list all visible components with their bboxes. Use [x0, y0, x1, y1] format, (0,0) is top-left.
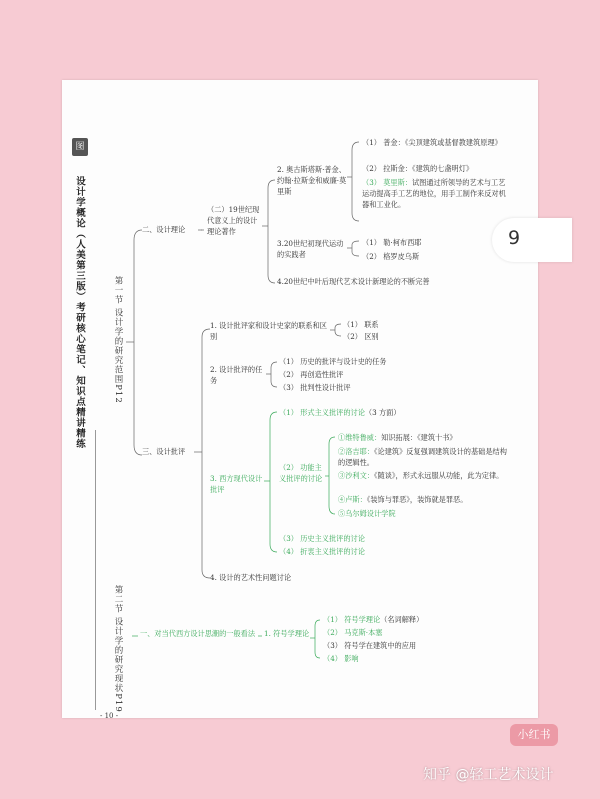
- criticism-recreative: （2） 再创造性批评: [279, 370, 344, 379]
- formalism-criticism: （1） 形式主义批评的讨论（3 方面）: [279, 408, 401, 417]
- page-index-tab[interactable]: 9: [492, 218, 572, 262]
- theory-item-2: 2. 奥古斯塔斯·普金、约翰·拉斯金和威廉·莫里斯: [277, 165, 347, 196]
- theory-19th-century: （二）19世纪现代意义上的设计理论著作: [207, 205, 260, 236]
- design-criticism-heading: 三、设计批评: [142, 447, 186, 456]
- criticism-item-2: 2. 设计批评的任务: [210, 365, 263, 385]
- section1-label: 第一节 设计学的研究范围P12: [113, 276, 123, 404]
- contemporary-thought-heading: 一、对当代西方设计思潮的一般看法: [140, 629, 256, 638]
- criticism-critical: （3） 批判性设计批评: [279, 383, 351, 392]
- xiaohongshu-watermark: 小红书: [510, 724, 558, 746]
- criticism-item-4: 4. 设计的艺术性问题讨论: [210, 573, 292, 582]
- theory-morris: （3） 莫里斯：试图通过所领导的艺术与工艺运动提高手工艺的地位，用手工制作来反对机器和工业化。: [362, 178, 506, 209]
- publisher-logo: 图: [72, 138, 88, 156]
- criticism-item-3: 3. 西方现代设计批评: [210, 474, 263, 494]
- page-number: - 10 -: [100, 712, 119, 720]
- section2-label: 第二节 设计学的研究现状P19: [113, 585, 123, 713]
- semiotics-influence: （4） 影响: [323, 654, 359, 663]
- theory-item-4: 4.20世纪中叶后现代艺术设计新理论的不断完善: [277, 277, 430, 286]
- semiotics-bense: （2） 马克斯·本塞: [323, 628, 383, 637]
- semiotics-architecture: （3） 符号学在建筑中的应用: [323, 641, 417, 650]
- theory-lecorbusier: （1） 勒·柯布西耶: [362, 238, 422, 247]
- functionalism-vitruvius: ①维特鲁威：知识拓展：《建筑十书》: [338, 433, 457, 442]
- functionalism-ulm: ⑤乌尔姆设计学院: [338, 509, 396, 518]
- functionalism-sullivan: ③沙利文：《随谈》，形式永远服从功能，此为定律。: [338, 471, 504, 480]
- eclecticism-criticism: （4） 折衷主义批评的讨论: [279, 547, 365, 556]
- criticism-relation: （1） 联系: [343, 320, 379, 329]
- theory-ruskin: （2） 拉斯金：《建筑的七盏明灯》: [362, 164, 474, 173]
- theory-item-3: 3.20世纪初现代运动的实践者: [277, 239, 344, 259]
- criticism-historical: （1） 历史的批评与设计史的任务: [279, 357, 387, 366]
- book-title: 设计学概论（人美第三版）考研核心笔记、知识点精讲精练: [74, 176, 85, 449]
- document-page: [62, 80, 538, 718]
- zhihu-watermark: 知乎 @轻工艺术设计: [423, 767, 554, 783]
- criticism-difference: （2） 区别: [343, 332, 379, 341]
- semiotics-definition: （1） 符号学理论（名词解释）: [323, 615, 424, 624]
- theory-puqin: （1） 普金：《尖顶建筑或基督教建筑原理》: [362, 138, 502, 147]
- functionalism-criticism: （2） 功能主义批评的讨论: [279, 463, 323, 483]
- functionalism-loos: ④卢斯：《装饰与罪恶》，装饰就是罪恶。: [338, 495, 468, 504]
- semiotics-theory: 1. 符号学理论: [264, 629, 310, 638]
- design-theory-heading: 二、设计理论: [142, 225, 186, 234]
- historicism-criticism: （3） 历史主义批评的讨论: [279, 534, 365, 543]
- theory-gropius: （2） 格罗皮乌斯: [362, 252, 420, 261]
- criticism-item-1: 1. 设计批评家和设计史家的联系和区别: [210, 321, 327, 341]
- functionalism-laugier: ②洛吉耶：《论建筑》反复强调建筑设计的基础是结构的逻辑性。: [338, 447, 507, 467]
